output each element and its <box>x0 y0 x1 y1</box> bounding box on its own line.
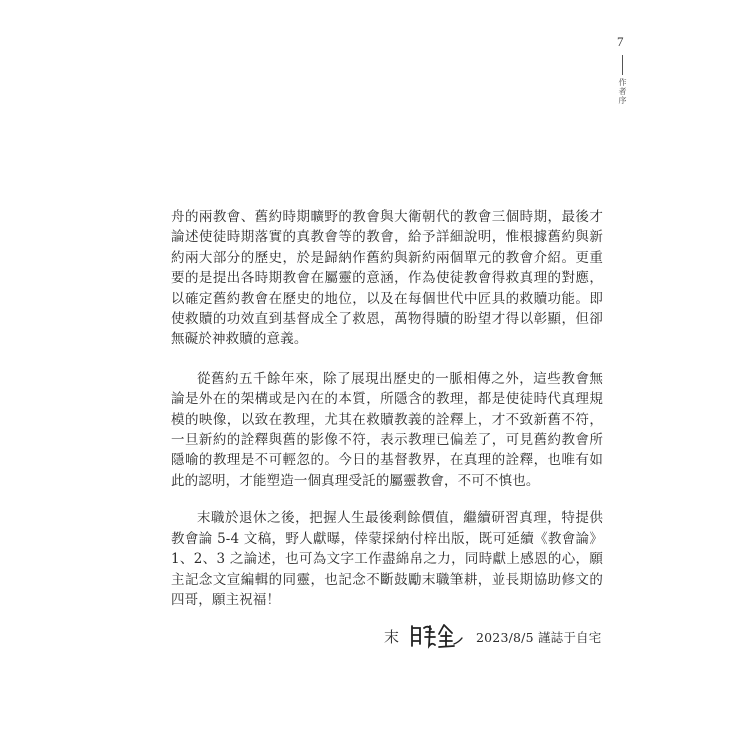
signature-surname: 末 <box>384 628 400 646</box>
paragraph-3: 末職於退休之後，把握人生最後剩餘價值，繼續研習真理，特提供教會論 5-4 文稿，野人獻曝，倖蒙採納付梓出版，既可延續《教會論》1、2、3 之論述，也可為文字工作盡綿帛之力，同時獻上感恩的心，願主記念文宣編輯的同靈，也記念不斷鼓勵末職筆耕，並長期協助修文的四哥，願主祝福！ <box>171 510 603 608</box>
running-header-title: 作者序 <box>618 78 627 105</box>
signature-block <box>378 622 608 652</box>
body-text <box>171 207 603 610</box>
paragraph-1: 舟的兩教會、舊約時期曠野的教會與大衛朝代的教會三個時期，最後才論述使徒時期落實的真教會等的教會，給予詳細說明，惟根據舊約與新約兩大部分的歷史，於是歸納作舊約與新約兩個單元的教會介紹。更重要的是提出各時期教會在屬靈的意涵，作為使徒教會得救真理的對應，以確定舊約教會在歷史的地位，以及在每個世代中匠具的救贖功能。即使救贖的功效直到基督成全了救恩，萬物得贖的盼望才得以彰顯，但卻無礙於神救贖的意義。 <box>171 209 603 348</box>
side-rule <box>622 55 623 75</box>
signature-date: 2023/8/5 謹誌于自宅 <box>476 630 602 645</box>
paragraph-gap <box>171 491 603 508</box>
handwritten-signature <box>406 622 464 650</box>
paragraph-2: 從舊約五千餘年來，除了展現出歷史的一脈相傳之外，這些教會無論是外在的架構或是內在的本質，所隱含的教理，都是使徒時代真理規模的映像，以致在教理，尤其在救贖教義的詮釋上，才不致新舊不符，一旦新約的詮釋與舊的影像不符，表示教理已偏差了，可見舊約教會所隱喻的教理是不可輕忽的。今日的基督教界，在真理的詮釋，也唯有如此的認明，才能塑造一個真理受託的屬靈教會，不可不慎也。 <box>171 370 603 489</box>
paragraph-gap <box>171 350 603 369</box>
page-number: 7 <box>617 34 624 49</box>
